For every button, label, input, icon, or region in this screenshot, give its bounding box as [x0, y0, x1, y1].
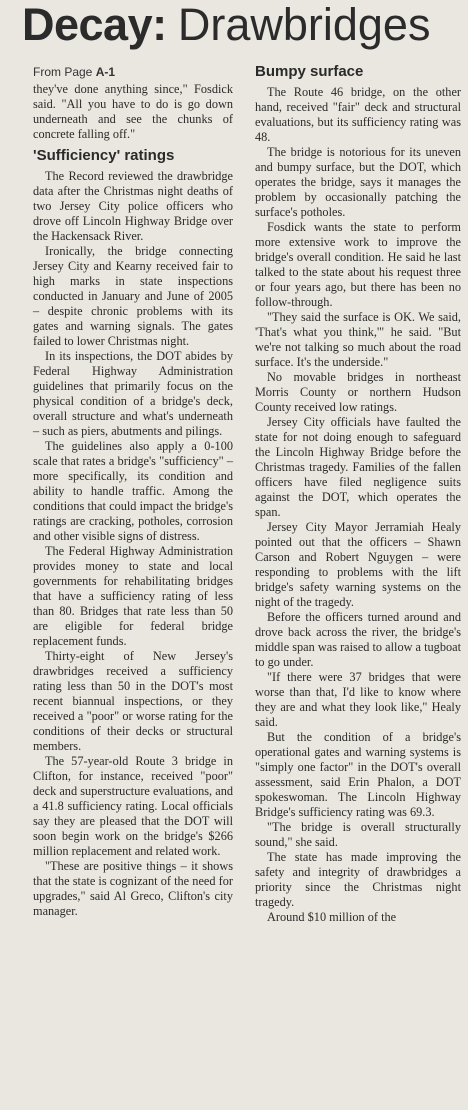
jump-page: A-1: [95, 65, 116, 79]
jump-line: [33, 62, 233, 82]
paragraph: In its inspections, the DOT abides by Federal Highway Administration guidelines that primarily focus on the physical condition of a bridge's deck, overall structure and what's underneath – such as piers, abutments and pilings.: [33, 349, 233, 438]
paragraph: Thirty-eight of New Jersey's drawbridges received a sufficiency rating less than 50 in the DOT's most recent biannual inspections, or they received a "poor" or worse rating for the conditions of their decks or structural members.: [33, 649, 233, 753]
paragraph: The Federal Highway Administration provides money to state and local governments for rehabilitating bridges that have a sufficiency rating of less than 80. Bridges that rate less than 50 are eligible for federal bridge replacement funds.: [33, 544, 233, 648]
paragraph: "These are positive things – it shows that the state is cognizant of the need for upgrades," said Al Greco, Clifton's city manager.: [33, 859, 233, 918]
headline-keyword: Decay:: [22, 0, 167, 50]
paragraph: No movable bridges in northeast Morris County or northern Hudson County received low ratings.: [255, 370, 461, 414]
left-column: [33, 62, 233, 919]
paragraph: Jersey City officials have faulted the state for not doing enough to safeguard the Lincoln Highway Bridge before the Christmas tragedy. Families of the fallen officers have filed negligence suits against the DOT, which operates the span.: [255, 415, 461, 519]
headline: [22, 0, 462, 54]
paragraph: Fosdick wants the state to perform more extensive work to improve the bridge's overall condition. He said he last talked to the state about his request three or four years ago, but there has been no follow-through.: [255, 220, 461, 309]
paragraph: Jersey City Mayor Jerramiah Healy pointed out that the officers – Shawn Carson and Robert Nguygen – were responding to problems with the lift bridge's safety warning systems on the night of the tragedy.: [255, 520, 461, 609]
paragraph: The Record reviewed the drawbridge data after the Christmas night deaths of two Jersey City police officers who drove off Lincoln Highway Bridge over the Hackensack River.: [33, 169, 233, 243]
subhead-bumpy-surface: Bumpy surface: [255, 63, 364, 80]
subhead-sufficiency-ratings: 'Sufficiency' ratings: [33, 147, 175, 164]
paragraph: But the condition of a bridge's operational gates and warning systems is "simply one factor" in the DOT's overall assessment, said Erin Phalon, a DOT spokeswoman. The Lincoln Highway Bridge's sufficiency rating was 69.3.: [255, 730, 461, 819]
paragraph: "If there were 37 bridges that were worse than that, I'd like to know where they are and what they look like," Healy said.: [255, 670, 461, 729]
opening-paragraph: they've done anything since," Fosdick said. "All you have to do is go down underneath and see the chunks of concrete falling off.": [33, 82, 233, 141]
jump-label: From Page: [33, 65, 93, 79]
paragraph: "The bridge is overall structurally sound," she said.: [255, 820, 461, 849]
paragraph: "They said the surface is OK. We said, 'That's what you think,'" he said. "But we're not talking so much about the road surface. It's the underside.": [255, 310, 461, 369]
paragraph: Ironically, the bridge connecting Jersey City and Kearny received fair to high marks in state inspections conducted in January and June of 2005 – despite chronic problems with its gates and warning signals. The gates failed to lower Christmas night.: [33, 244, 233, 348]
headline-rest: Drawbridges: [177, 0, 431, 50]
right-column: [255, 62, 461, 925]
paragraph: Before the officers turned around and drove back across the river, the bridge's middle span was raised to allow a tugboat to go under.: [255, 610, 461, 669]
paragraph: The Route 46 bridge, on the other hand, received "fair" deck and structural evaluations, but its sufficiency rating was 48.: [255, 85, 461, 144]
paragraph: The guidelines also apply a 0-100 scale that rates a bridge's "sufficiency" – more specifically, its condition and ability to handle traffic. Among the conditions that could impact the bridge's ratings are cracking, potholes, corrosion and other visible signs of distress.: [33, 439, 233, 543]
paragraph: The state has made improving the safety and integrity of drawbridges a priority since the Christmas night tragedy.: [255, 850, 461, 909]
paragraph: The bridge is notorious for its uneven and bumpy surface, but the DOT, which operates the bridge, says it manages the problem by occasionally patching the surface's potholes.: [255, 145, 461, 219]
paragraph: Around $10 million of the: [267, 910, 397, 924]
paragraph: The 57-year-old Route 3 bridge in Clifton, for instance, received "poor" deck and superstructure evaluations, and a 41.8 sufficiency rating. Local officials say they are pleased that the DOT will soon begin work on the bridge's $266 million replacement and related work.: [33, 754, 233, 858]
